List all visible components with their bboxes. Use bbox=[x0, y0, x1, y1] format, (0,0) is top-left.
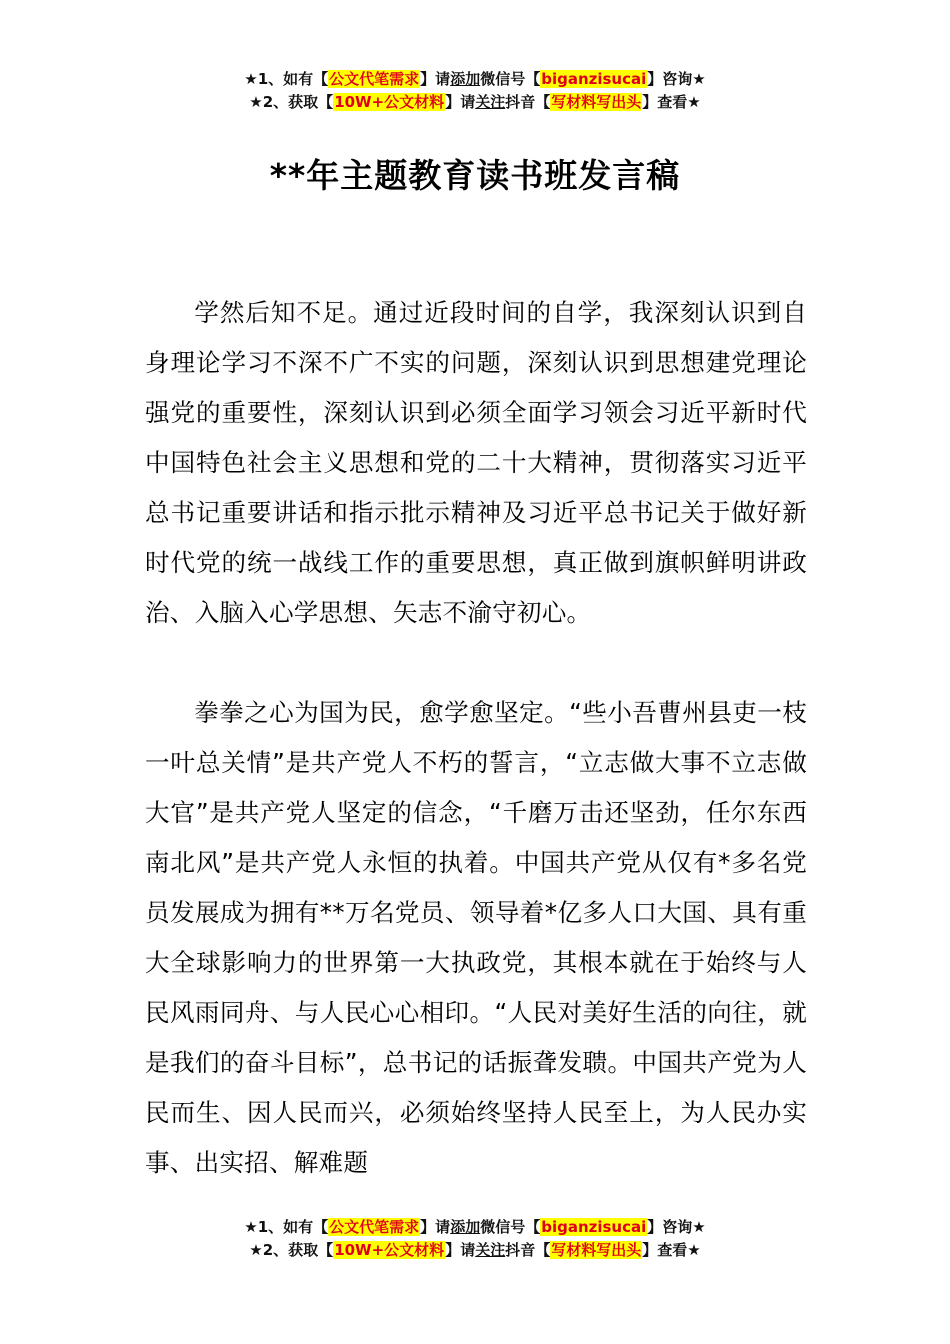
banner-text: ★1、如有【 bbox=[244, 1218, 329, 1236]
banner-highlight: 10W+公文材料 bbox=[334, 1241, 445, 1259]
banner-text: 抖音【 bbox=[505, 93, 551, 111]
wechat-id-highlight: biganzisucai bbox=[541, 70, 647, 88]
banner-text: ★2、获取【 bbox=[249, 93, 334, 111]
footer-banner bbox=[0, 1216, 950, 1262]
banner-underlined: 关注 bbox=[475, 93, 506, 111]
banner-text: 】咨询★ bbox=[647, 70, 706, 88]
banner-text: ★2、获取【 bbox=[249, 1241, 334, 1259]
body-paragraph-1: 学然后知不足。通过近段时间的自学，我深刻认识到自身理论学习不深不广不实的问题，深刻认识到思想建党理论强党的重要性，深刻认识到必须全面学习领会习近平新时代中国特色社会主义思想和党的二十大精神，贯彻落实习近平总书记重要讲话和指示批示精神及习近平总书记关于做好新时代党的统一战线工作的重要思想，真正做到旗帜鲜明讲政治、入脑入心学思想、矢志不渝守初心。 bbox=[145, 298, 807, 627]
banner-line-2 bbox=[0, 1239, 950, 1262]
banner-text: 微信号【 bbox=[480, 70, 541, 88]
douyin-id-highlight: 写材料写出头 bbox=[551, 93, 642, 111]
banner-text: 】请 bbox=[420, 70, 451, 88]
banner-text: 微信号【 bbox=[480, 1218, 541, 1236]
banner-text: 】请 bbox=[420, 1218, 451, 1236]
banner-line-1 bbox=[0, 1216, 950, 1239]
douyin-id-highlight: 写材料写出头 bbox=[551, 1241, 642, 1259]
banner-underlined: 添加 bbox=[450, 70, 481, 88]
banner-text: 】请 bbox=[445, 1241, 476, 1259]
banner-highlight: 10W+公文材料 bbox=[334, 93, 445, 111]
banner-line-1 bbox=[0, 68, 950, 91]
banner-text: 】咨询★ bbox=[647, 1218, 706, 1236]
banner-text: 】请 bbox=[445, 93, 476, 111]
banner-underlined: 关注 bbox=[475, 1241, 506, 1259]
banner-text: 抖音【 bbox=[505, 1241, 551, 1259]
banner-highlight: 公文代笔需求 bbox=[329, 70, 420, 88]
banner-line-2 bbox=[0, 91, 950, 114]
document-title: **年主题教育读书班发言稿 bbox=[269, 156, 681, 195]
banner-highlight: 公文代笔需求 bbox=[329, 1218, 420, 1236]
banner-text: 】查看★ bbox=[642, 1241, 701, 1259]
wechat-id-highlight: biganzisucai bbox=[541, 1218, 647, 1236]
banner-text: 】查看★ bbox=[642, 93, 701, 111]
header-banner bbox=[0, 68, 950, 114]
banner-text: ★1、如有【 bbox=[244, 70, 329, 88]
body-paragraph-2: 拳拳之心为国为民，愈学愈坚定。“些小吾曹州县吏一枝一叶总关情”是共产党人不朽的誓言，“立志做大事不立志做大官”是共产党人坚定的信念，“千磨万击还坚劲，任尔东西南北风”是共产党人永恒的执着。中国共产党从仅有*多名党员发展成为拥有**万名党员、领导着*亿多人口大国、具有重大全球影响力的世界第一大执政党，其根本就在于始终与人民风雨同舟、与人民心心相印。“人民对美好生活的向往，就是我们的奋斗目标”，总书记的话振聋发聩。中国共产党为人民而生、因人民而兴，必须始终坚持人民至上，为人民办实事、出实招、解难题 bbox=[145, 698, 807, 1177]
banner-underlined: 添加 bbox=[450, 1218, 481, 1236]
